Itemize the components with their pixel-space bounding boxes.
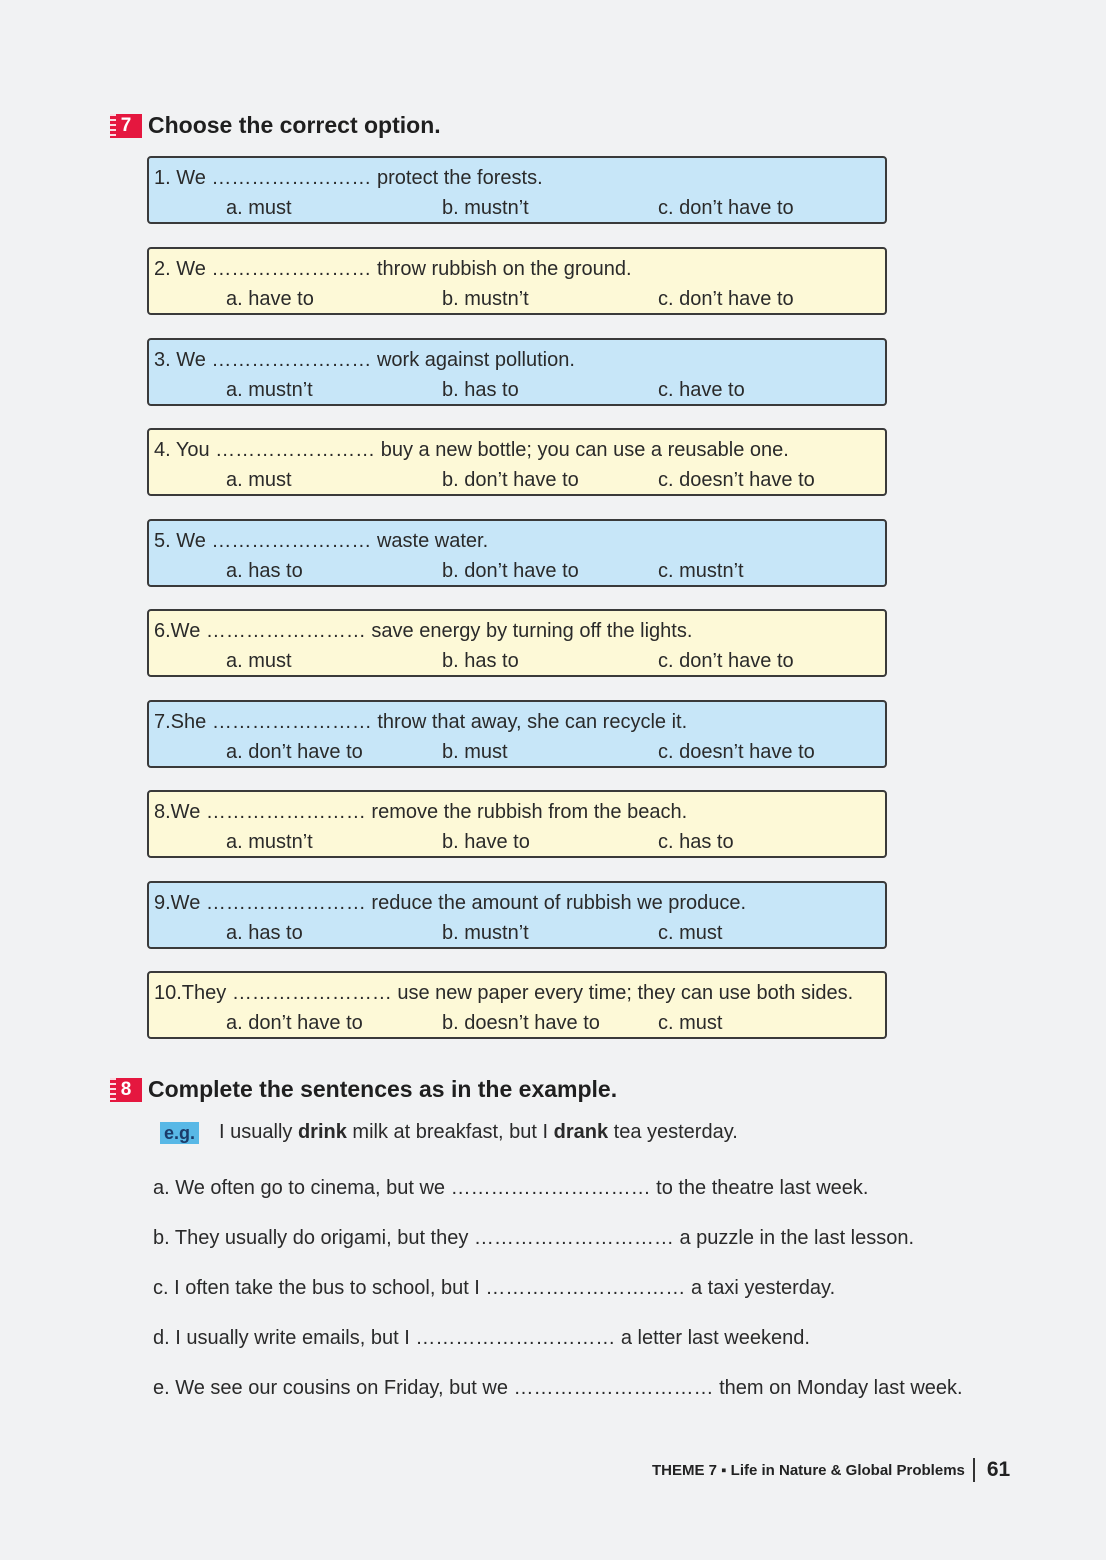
option-c: c. don’t have to — [658, 288, 794, 310]
question-text: 6.We …………………… save energy by turning off the lights. — [154, 620, 693, 642]
exercise-number-badge: 7 — [110, 114, 142, 138]
option-a: a. mustn’t — [226, 831, 313, 853]
exercise-title: Choose the correct option. — [148, 112, 441, 138]
option-a: a. must — [226, 197, 292, 219]
option-b: b. don’t have to — [442, 469, 579, 491]
option-c: c. has to — [658, 831, 734, 853]
question-text: 7.She …………………… throw that away, she can recycle it. — [154, 711, 688, 733]
sentence-b: b. They usually do origami, but they ………………………… a puzzle in the last lesson. — [153, 1227, 915, 1249]
exercise-7-header — [110, 112, 441, 139]
option-b: b. mustn’t — [442, 197, 529, 219]
question-text: 4. You …………………… buy a new bottle; you can use a reusable one. — [154, 439, 789, 461]
option-b: b. mustn’t — [442, 288, 529, 310]
exercise-number-badge: 8 — [110, 1078, 142, 1102]
option-a: a. don’t have to — [226, 1012, 363, 1034]
option-a: a. has to — [226, 560, 303, 582]
question-text: 2. We …………………… throw rubbish on the ground. — [154, 258, 632, 280]
sentence-e: e. We see our cousins on Friday, but we ………………………… them on Monday last week. — [153, 1377, 963, 1399]
question-box-6 — [147, 609, 887, 677]
question-text: 1. We …………………… protect the forests. — [154, 167, 543, 189]
question-box-4 — [147, 428, 887, 496]
option-b: b. doesn’t have to — [442, 1012, 600, 1034]
page-footer — [652, 1458, 1010, 1482]
option-a: a. must — [226, 650, 292, 672]
question-box-3 — [147, 338, 887, 406]
question-text: 3. We …………………… work against pollution. — [154, 349, 575, 371]
question-box-5 — [147, 519, 887, 587]
option-b: b. have to — [442, 831, 530, 853]
option-a: a. don’t have to — [226, 741, 363, 763]
question-box-10 — [147, 971, 887, 1039]
option-c: c. must — [658, 1012, 723, 1034]
sentence-c: c. I often take the bus to school, but I ………………………… a taxi yesterday. — [153, 1277, 836, 1299]
example-text: I usually drink milk at breakfast, but I drank tea yesterday. — [219, 1121, 738, 1143]
theme-label: THEME 7 ▪ Life in Nature & Global Problems — [652, 1461, 965, 1479]
option-c: c. don’t have to — [658, 650, 794, 672]
sentence-a: a. We often go to cinema, but we ………………………… to the theatre last week. — [153, 1177, 869, 1199]
question-text: 9.We …………………… reduce the amount of rubbish we produce. — [154, 892, 747, 914]
question-text: 8.We …………………… remove the rubbish from the beach. — [154, 801, 688, 823]
option-a: a. have to — [226, 288, 314, 310]
option-b: b. don’t have to — [442, 560, 579, 582]
option-c: c. must — [658, 922, 723, 944]
option-c: c. mustn’t — [658, 560, 744, 582]
question-text: 10.They …………………… use new paper every time; they can use both sides. — [154, 982, 854, 1004]
option-b: b. has to — [442, 650, 519, 672]
option-c: c. don’t have to — [658, 197, 794, 219]
footer-divider — [973, 1458, 975, 1482]
option-a: a. mustn’t — [226, 379, 313, 401]
page-number: 61 — [986, 1458, 1011, 1481]
question-box-8 — [147, 790, 887, 858]
option-a: a. has to — [226, 922, 303, 944]
option-b: b. mustn’t — [442, 922, 529, 944]
option-b: b. must — [442, 741, 508, 763]
option-c: c. have to — [658, 379, 745, 401]
question-box-7 — [147, 700, 887, 768]
exercise-title: Complete the sentences as in the example. — [148, 1076, 618, 1102]
option-c: c. doesn’t have to — [658, 741, 815, 763]
question-box-1 — [147, 156, 887, 224]
question-text: 5. We …………………… waste water. — [154, 530, 489, 552]
option-b: b. has to — [442, 379, 519, 401]
question-box-9 — [147, 881, 887, 949]
example-badge: e.g. — [160, 1122, 199, 1144]
sentence-d: d. I usually write emails, but I ………………………… a letter last weekend. — [153, 1327, 810, 1349]
question-box-2 — [147, 247, 887, 315]
exercise-8-header — [110, 1076, 617, 1103]
example-sentence — [160, 1121, 738, 1144]
option-a: a. must — [226, 469, 292, 491]
option-c: c. doesn’t have to — [658, 469, 815, 491]
